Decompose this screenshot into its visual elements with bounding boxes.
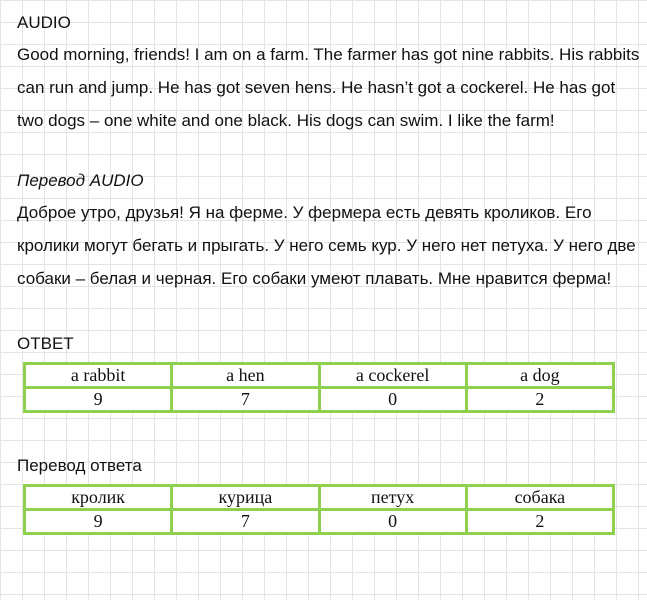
answer-translation-value-cell: 9 <box>25 510 172 534</box>
answer-value-cell: 2 <box>466 388 613 412</box>
answer-translation-value-row <box>25 510 614 534</box>
answer-section <box>17 331 642 413</box>
answer-value-cell: 0 <box>319 388 466 412</box>
answer-heading: ОТВЕТ <box>17 334 74 353</box>
answer-table <box>23 362 615 413</box>
answer-translation-value-cell: 2 <box>466 510 613 534</box>
page-content <box>17 10 642 535</box>
answer-translation-value-cell: 7 <box>172 510 319 534</box>
answer-translation-header-cell: кролик <box>25 486 172 510</box>
answer-translation-value-cell: 0 <box>319 510 466 534</box>
answer-translation-header-cell: собака <box>466 486 613 510</box>
answer-translation-table <box>23 484 615 535</box>
answer-translation-header-row <box>25 486 614 510</box>
audio-heading: AUDIO <box>17 13 71 32</box>
answer-value-cell: 7 <box>172 388 319 412</box>
translation-section <box>17 168 642 295</box>
answer-header-cell: a dog <box>466 364 613 388</box>
answer-translation-header-cell: курица <box>172 486 319 510</box>
answer-header-cell: a cockerel <box>319 364 466 388</box>
audio-section <box>17 10 642 137</box>
answer-translation-header-cell: петух <box>319 486 466 510</box>
answer-translation-heading: Перевод ответа <box>17 456 142 475</box>
answer-header-row <box>25 364 614 388</box>
answer-value-cell: 9 <box>25 388 172 412</box>
answer-translation-section <box>17 453 642 535</box>
answer-value-row <box>25 388 614 412</box>
answer-header-cell: a rabbit <box>25 364 172 388</box>
audio-text: Good morning, friends! I am on a farm. The farmer has got nine rabbits. His rabbits can run and jump. He has got seven hens. He hasn’t got a cockerel. He has got two dogs – one white and one black. His dogs can swim. I like the farm! <box>17 45 640 130</box>
answer-header-cell: a hen <box>172 364 319 388</box>
translation-text: Доброе утро, друзья! Я на ферме. У фермера есть девять кроликов. Его кролики могут бегать и прыгать. У него семь кур. У него нет петуха. У него две собаки – белая и черная. Его собаки умеют плавать. Мне нравится ферма! <box>17 203 636 288</box>
translation-heading: Перевод AUDIO <box>17 171 144 190</box>
